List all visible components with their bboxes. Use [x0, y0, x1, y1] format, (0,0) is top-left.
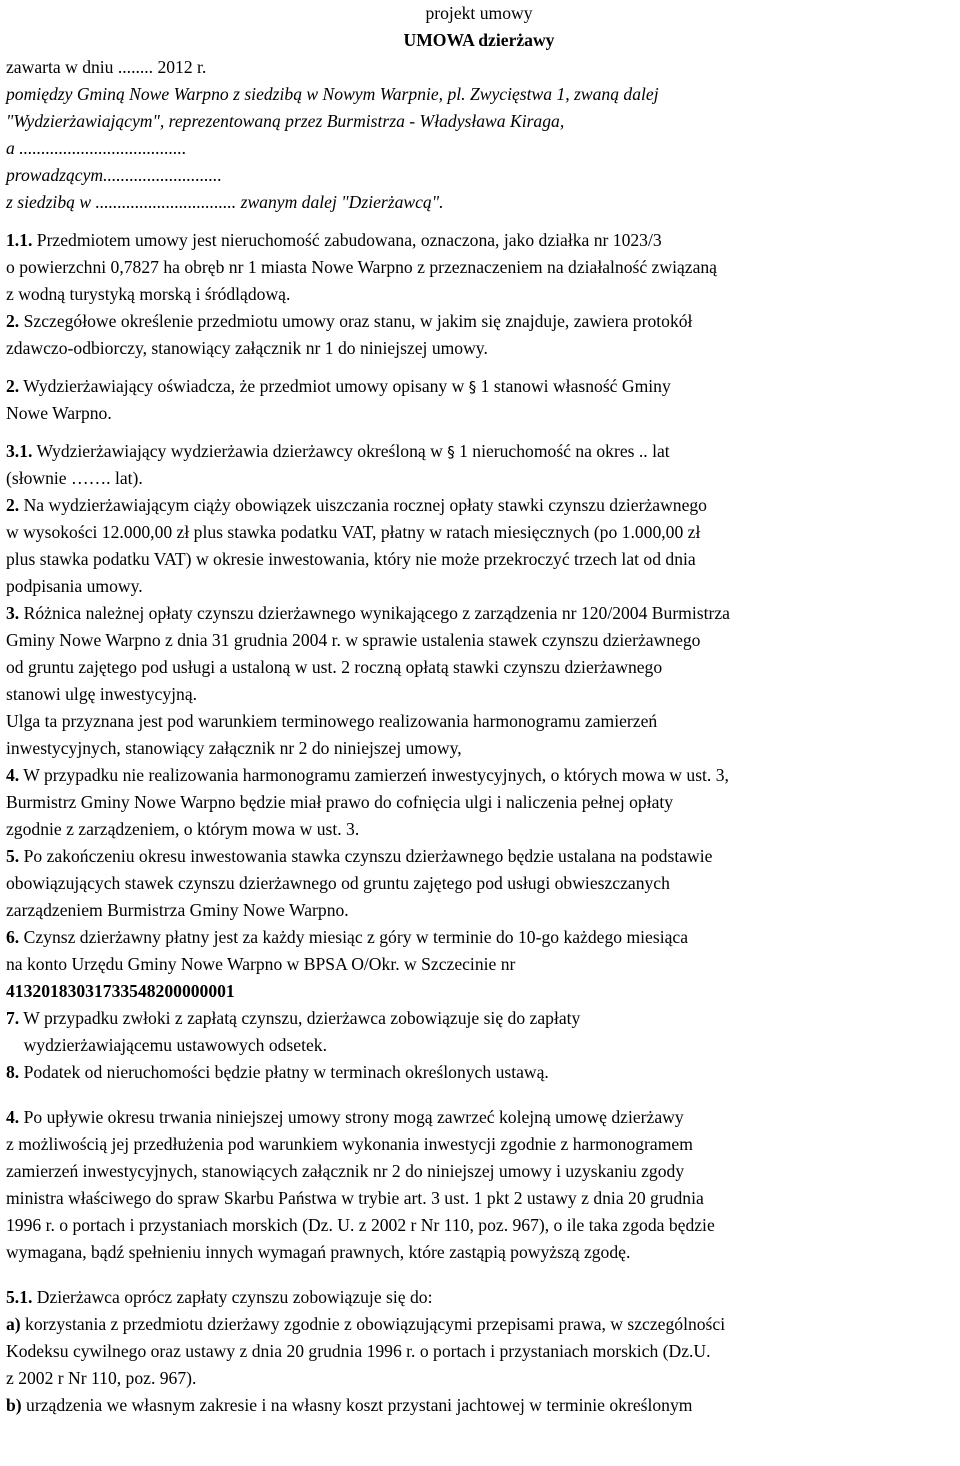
paragraph-number: 4.: [6, 765, 20, 785]
document-header: [6, 0, 952, 54]
paragraph-text-line: zarządzeniem Burmistrza Gminy Nowe Warpno.: [6, 900, 349, 920]
paragraph-text-line: (słownie ……. lat).: [6, 468, 143, 488]
paragraph-text-line: zdawczo-odbiorczy, stanowiący załącznik nr 1 do niniejszej umowy.: [6, 338, 488, 358]
paragraph-text: urządzenia we własnym zakresie i na własny koszt przystani jachtowej w terminie określonym: [21, 1395, 693, 1415]
paragraph-number: 6.: [6, 927, 20, 947]
paragraph-3-5: [6, 843, 952, 870]
section-4: [6, 1104, 952, 1266]
section-3: [6, 438, 952, 1086]
paragraph-text-line: z 2002 r Nr 110, poz. 967).: [6, 1368, 197, 1388]
section-1: [6, 227, 952, 362]
paragraph-text-line: ministra właściwego do spraw Skarbu Państwa w trybie art. 3 ust. 1 pkt 2 ustawy z dnia 20 grudnia: [6, 1188, 704, 1208]
preamble-party-1-rep: "Wydzierżawiającym", reprezentowaną przez Burmistrza - Władysława Kiraga,: [6, 111, 565, 131]
paragraph-number: 5.1.: [6, 1287, 33, 1307]
list-item-b: [6, 1392, 952, 1419]
list-label: a): [6, 1314, 21, 1334]
paragraph-text: W przypadku zwłoki z zapłatą czynszu, dzierżawca zobowiązuje się do zapłaty: [19, 1008, 581, 1028]
paragraph-number: 3.1.: [6, 441, 33, 461]
list-label: b): [6, 1395, 22, 1415]
paragraph-text-line: Kodeksu cywilnego oraz ustawy z dnia 20 grudnia 1996 r. o portach i przystaniach morskich (Dz.U.: [6, 1341, 711, 1361]
document-title: UMOWA dzierżawy: [403, 30, 555, 50]
paragraph-text-line: wymagana, bądź spełnieniu innych wymagań prawnych, które zastąpią powyższą zgodę.: [6, 1242, 631, 1262]
section-2: [6, 373, 952, 427]
preamble-party-2-seat: z siedzibą w ................................ zwanym dalej "Dzierżawcą".: [6, 192, 444, 212]
section-sign-icon: §: [447, 443, 455, 461]
preamble-date: zawarta w dniu ........ 2012 r.: [6, 57, 207, 77]
paragraph-text-line: z możliwością jej przedłużenia pod warunkiem wykonania inwestycji zgodnie z harmonogramem: [6, 1134, 693, 1154]
paragraph-text-line: zamierzeń inwestycyjnych, stanowiących załącznik nr 2 do niniejszej umowy i uzyskaniu zgody: [6, 1161, 685, 1181]
section-sign-icon: §: [468, 378, 477, 396]
paragraph-text-line: wydzierżawiającemu ustawowych odsetek.: [6, 1035, 327, 1055]
paragraph-text: W przypadku nie realizowania harmonogramu zamierzeń inwestycyjnych, o których mowa w ust. 3,: [19, 765, 729, 785]
paragraph-text-line: plus stawka podatku VAT) w okresie inwestowania, który nie może przekroczyć trzech lat od dnia: [6, 549, 696, 569]
paragraph-text-line: Ulga ta przyznana jest pod warunkiem terminowego realizowania harmonogramu zamierzeń: [6, 711, 658, 731]
paragraph-text: 1 nieruchomość na okres .. lat: [454, 441, 670, 461]
bank-account-number: 41320183031733548200000001: [6, 981, 235, 1001]
paragraph-number: 2.: [6, 376, 20, 396]
paragraph-text-line: o powierzchni 0,7827 ha obręb nr 1 miasta Nowe Warpno z przeznaczeniem na działalność związaną: [6, 257, 717, 277]
paragraph-text-line: stanowi ulgę inwestycyjną.: [6, 684, 198, 704]
paragraph-3-4: [6, 762, 952, 789]
paragraph-text: Na wydzierżawiającym ciąży obowiązek uiszczania rocznej opłaty stawki czynszu dzierżawnego: [19, 495, 707, 515]
paragraph-3-2: [6, 492, 952, 519]
paragraph-5-1: [6, 1284, 952, 1311]
paragraph-1-1: [6, 227, 952, 254]
paragraph-number: 1.1.: [6, 230, 33, 250]
paragraph-text-line: inwestycyjnych, stanowiący załącznik nr 2 do niniejszej umowy,: [6, 738, 462, 758]
draft-label: projekt umowy: [425, 3, 533, 23]
paragraph-3-6: [6, 924, 952, 951]
paragraph-text-line: z wodną turystyką morską i śródlądową.: [6, 284, 291, 304]
paragraph-text: Dzierżawca oprócz zapłaty czynszu zobowiązuje się do:: [32, 1287, 433, 1307]
preamble: [6, 54, 952, 216]
paragraph-text: Wydzierżawiający wydzierżawia dzierżawcy określoną w: [32, 441, 448, 461]
paragraph-text-line: na konto Urzędu Gminy Nowe Warpno w BPSA O/Okr. w Szczecinie nr: [6, 954, 516, 974]
paragraph-number: 2.: [6, 495, 20, 515]
paragraph-3-8: [6, 1059, 952, 1086]
paragraph-text-line: Burmistrz Gminy Nowe Warpno będzie miał prawo do cofnięcia ulgi i naliczenia pełnej opłaty: [6, 792, 674, 812]
paragraph-1-2: [6, 308, 952, 335]
paragraph-number: 7.: [6, 1008, 20, 1028]
paragraph-number: 5.: [6, 846, 20, 866]
paragraph-text: korzystania z przedmiotu dzierżawy zgodnie z obowiązującymi przepisami prawa, w szczególności: [20, 1314, 726, 1334]
paragraph-text-line: zgodnie z zarządzeniem, o którym mowa w ust. 3.: [6, 819, 360, 839]
paragraph-text: Przedmiotem umowy jest nieruchomość zabudowana, oznaczona, jako działka nr 1023/3: [32, 230, 662, 250]
paragraph-text-line: obowiązujących stawek czynszu dzierżawnego od gruntu zajętego pod usługi obwieszczanych: [6, 873, 670, 893]
paragraph-text: Po upływie okresu trwania niniejszej umowy strony mogą zawrzeć kolejną umowę dzierżawy: [19, 1107, 684, 1127]
paragraph-number: 4.: [6, 1107, 20, 1127]
paragraph-text-line: od gruntu zajętego pod usługi a ustaloną w ust. 2 roczną opłatą stawki czynszu dzierżawnego: [6, 657, 663, 677]
paragraph-text-line: Nowe Warpno.: [6, 403, 112, 423]
preamble-party-2: a ......................................: [6, 138, 187, 158]
paragraph-3-3: [6, 600, 952, 627]
paragraph-text: Po zakończeniu okresu inwestowania stawka czynszu dzierżawnego będzie ustalana na podstawie: [19, 846, 713, 866]
paragraph-text-line: 1996 r. o portach i przystaniach morskich (Dz. U. z 2002 r Nr 110, poz. 967), o ile taka zgoda będzie: [6, 1215, 715, 1235]
paragraph-text: 1 stanowi własność Gminy: [476, 376, 671, 396]
paragraph-text: Podatek od nieruchomości będzie płatny w terminach określonych ustawą.: [19, 1062, 549, 1082]
section-5: [6, 1284, 952, 1419]
list-item-a: [6, 1311, 952, 1338]
preamble-party-1: pomiędzy Gminą Nowe Warpno z siedzibą w Nowym Warpnie, pl. Zwycięstwa 1, zwaną dalej: [6, 84, 659, 104]
paragraph-2: [6, 373, 952, 400]
paragraph-text: Różnica należnej opłaty czynszu dzierżawnego wynikającego z zarządzenia nr 120/2004 Burmistrza: [19, 603, 730, 623]
paragraph-3-7: [6, 1005, 952, 1032]
paragraph-4: [6, 1104, 952, 1131]
paragraph-text: Wydzierżawiający oświadcza, że przedmiot umowy opisany w: [19, 376, 469, 396]
paragraph-number: 3.: [6, 603, 20, 623]
paragraph-text-line: w wysokości 12.000,00 zł plus stawka podatku VAT, płatny w ratach miesięcznych (po 1.000,00 zł: [6, 522, 701, 542]
paragraph-number: 8.: [6, 1062, 20, 1082]
paragraph-text-line: podpisania umowy.: [6, 576, 143, 596]
paragraph-text-line: Gminy Nowe Warpno z dnia 31 grudnia 2004 r. w sprawie ustalenia stawek czynszu dzierżawnego: [6, 630, 701, 650]
paragraph-3-1: [6, 438, 952, 465]
preamble-party-2-business: prowadzącym...........................: [6, 165, 222, 185]
paragraph-text: Szczegółowe określenie przedmiotu umowy oraz stanu, w jakim się znajduje, zawiera protokół: [19, 311, 693, 331]
paragraph-text: Czynsz dzierżawny płatny jest za każdy miesiąc z góry w terminie do 10-go każdego miesiąca: [19, 927, 689, 947]
paragraph-number: 2.: [6, 311, 20, 331]
